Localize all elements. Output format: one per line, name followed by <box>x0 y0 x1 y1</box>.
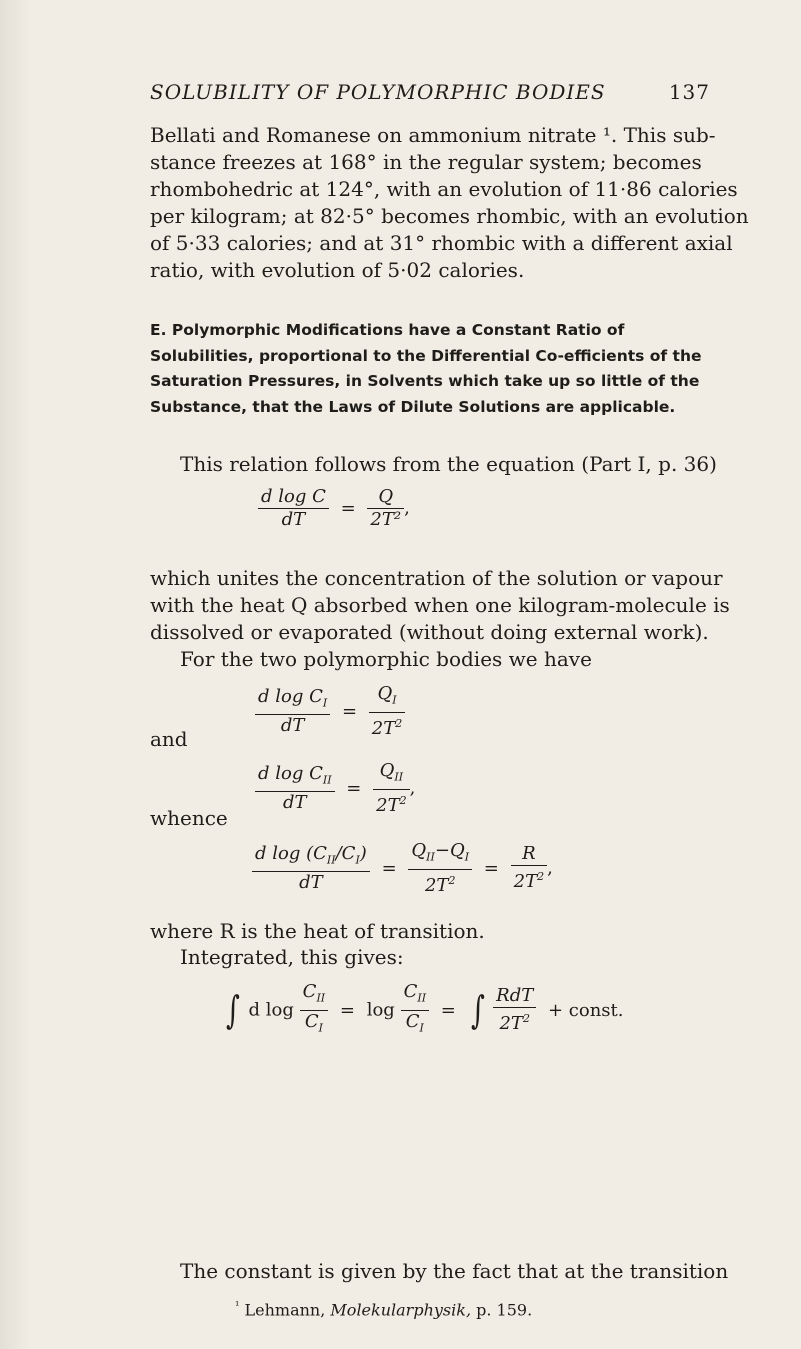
footnote-author: Lehmann, <box>244 1300 326 1320</box>
equation-form-one: $\frac{d \log C_I}{dT}$ = $\frac{Q_I}{2T^2}$ <box>255 683 405 740</box>
text-line: rhombohedric at 124°, with an evolution of 11·86 calories <box>150 177 738 201</box>
text-line: which unites the concentration of the solution or vapour <box>150 566 723 590</box>
equation-form-two: $\frac{d \log C_{II}}{dT}$ = $\frac{Q_{II}}{2T^2}$ , <box>255 760 415 817</box>
text-line: This relation follows from the equation (Part I, p. 36) <box>180 452 717 476</box>
running-title: SOLUBILITY OF POLYMORPHIC BODIES <box>150 80 606 104</box>
footnote-page: p. 159. <box>476 1300 533 1320</box>
text-line: Bellati and Romanese on ammonium nitrate ¹. This sub- <box>150 123 716 147</box>
equation-integrated: ∫ d log $\frac{C_{II}}{C_I}$ = log $\frac{C_{II}}{C_I}$ = ∫ $\frac{\text{RdT}}{2T^2}$ + const. <box>225 981 624 1035</box>
text-line: stance freezes at 168° in the regular system; becomes <box>150 150 702 174</box>
page-edge-shadow <box>0 0 30 1349</box>
text-line: of 5·33 calories; and at 31° rhombic with a different axial <box>150 231 733 255</box>
footnote-marker: ¹ <box>235 1299 240 1312</box>
word-and: and <box>150 727 188 751</box>
text-line: The constant is given by the fact that at the transition <box>180 1259 729 1283</box>
equation-ratio: $\frac{d \log (C_{II}/C_I)}{dT}$ = $\frac{Q_{II}-Q_I}{2T^2}$ = $\frac{R}{2T^2}$ , <box>252 840 553 897</box>
footnote <box>235 1299 532 1319</box>
text-line: where R is the heat of transition. <box>150 919 485 943</box>
text-line: per kilogram; at 82·5° becomes rhombic, with an evolution <box>150 204 749 228</box>
eq1-numerator: d log C <box>258 486 329 509</box>
running-head <box>150 80 710 104</box>
page-number: 137 <box>668 80 710 104</box>
footnote-work: Molekularphysik, <box>330 1300 472 1320</box>
word-whence: whence <box>150 806 228 830</box>
eq1-rhs-numerator: Q <box>367 486 404 509</box>
equation-clausius: $\frac{\text{d log C}}{dT}$ = $\frac{Q}{\text{2T²}}$ , <box>258 486 410 531</box>
text-line: ratio, with evolution of 5·02 calories. <box>150 258 525 282</box>
text-line: For the two polymorphic bodies we have <box>180 647 592 671</box>
eq1-rhs-denominator: 2T² <box>370 509 402 530</box>
section-heading: E. Polymorphic Modifications have a Constant Ratio of Solubilities, proportional to the Differential Co-efficients of the Saturation Pressures, in Solvents which take up so little of the Substance, that the Laws of Dilute Solutions are applicable. <box>150 321 702 416</box>
const-term: + const. <box>547 999 624 1021</box>
text-line: dissolved or evaporated (without doing external work). <box>150 620 709 644</box>
text-line: with the heat Q absorbed when one kilogram-molecule is <box>150 593 730 617</box>
eq1-denominator: dT <box>281 509 306 530</box>
text-line: Integrated, this gives: <box>180 945 404 969</box>
